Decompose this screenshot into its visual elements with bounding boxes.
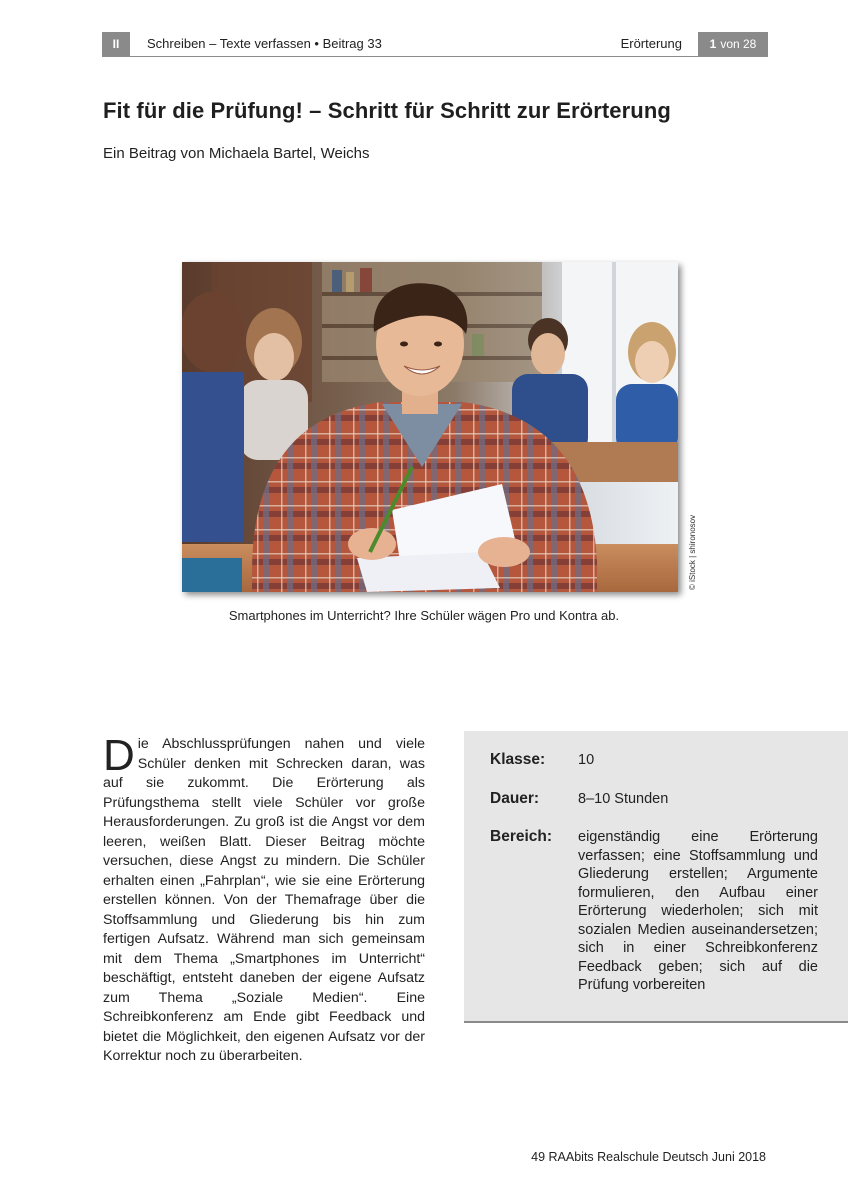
photo-credit: © iStock | shironosov [688, 514, 697, 590]
intro-text: ie Abschlussprüfungen nahen und viele Schüler denken mit Schrecken daran, was auf sie zukommt. Die Erörterung als Prüfungsthema stellt viele Schüler vor große Herausforderungen. Zu groß ist die Angst vor dem leeren, weißen Blatt. Dieser Beitrag möchte versuchen, diese Angst zu mindern. Die Schüler erhalten einen „Fahrplan“, wie sie eine Erörterung erstellen können. Von der Themafrage über die Stoffsammlung und Gliederung bis hin zum fertigen Aufsatz. Während man sich gemeinsam mit dem Thema „Smartphones im Unterricht“ beschäftigt, entsteht daneben der eigene Aufsatz zum Thema „Soziale Medien“. Eine Schreibkonferenz am Ende gibt Feedback und bietet die Möglichkeit, den eigenen Aufsatz vor der Korrektur noch zu überarbeiten. [103, 736, 425, 1064]
page-header [102, 32, 768, 57]
page-current: 1 [709, 37, 717, 51]
klasse-label: Klasse: [490, 751, 546, 768]
series-label: Schreiben – Texte verfassen • Beitrag 33 [147, 36, 382, 51]
topic-label: Erörterung [620, 36, 682, 51]
page-indicator [698, 32, 768, 56]
section-badge: II [102, 32, 130, 56]
dauer-value: 8–10 Stunden [578, 791, 669, 807]
klasse-value: 10 [578, 752, 595, 768]
intro-paragraph [103, 731, 425, 1067]
page-total: von 28 [720, 37, 757, 51]
drop-cap: D [103, 731, 135, 780]
article-author: Ein Beitrag von Michaela Bartel, Weichs [103, 145, 370, 162]
info-row-dauer [490, 790, 818, 809]
photo-caption: Smartphones im Unterricht? Ihre Schüler wägen Pro und Kontra ab. [228, 608, 620, 623]
info-row-bereich [490, 828, 818, 995]
bereich-label: Bereich: [490, 828, 553, 845]
page-footer: 49 RAAbits Realschule Deutsch Juni 2018 [531, 1150, 766, 1164]
bereich-value: eigenständig eine Erörterung verfassen; eine Stoffsammlung und Gliederung erstellen; Argumente formulieren, den Aufbau einer Erörterung wiederholen; sich mit sozialen Medien auseinandersetzen; sich in einer Schreibkonferenz Feedback geben; sich auf die Prüfung vorbereiten [578, 829, 818, 993]
article-title: Fit für die Prüfung! – Schritt für Schritt zur Erörterung [103, 98, 671, 123]
info-row-klasse [490, 751, 818, 770]
info-box [464, 731, 848, 1023]
dauer-label: Dauer: [490, 790, 540, 807]
classroom-photo [182, 262, 678, 592]
